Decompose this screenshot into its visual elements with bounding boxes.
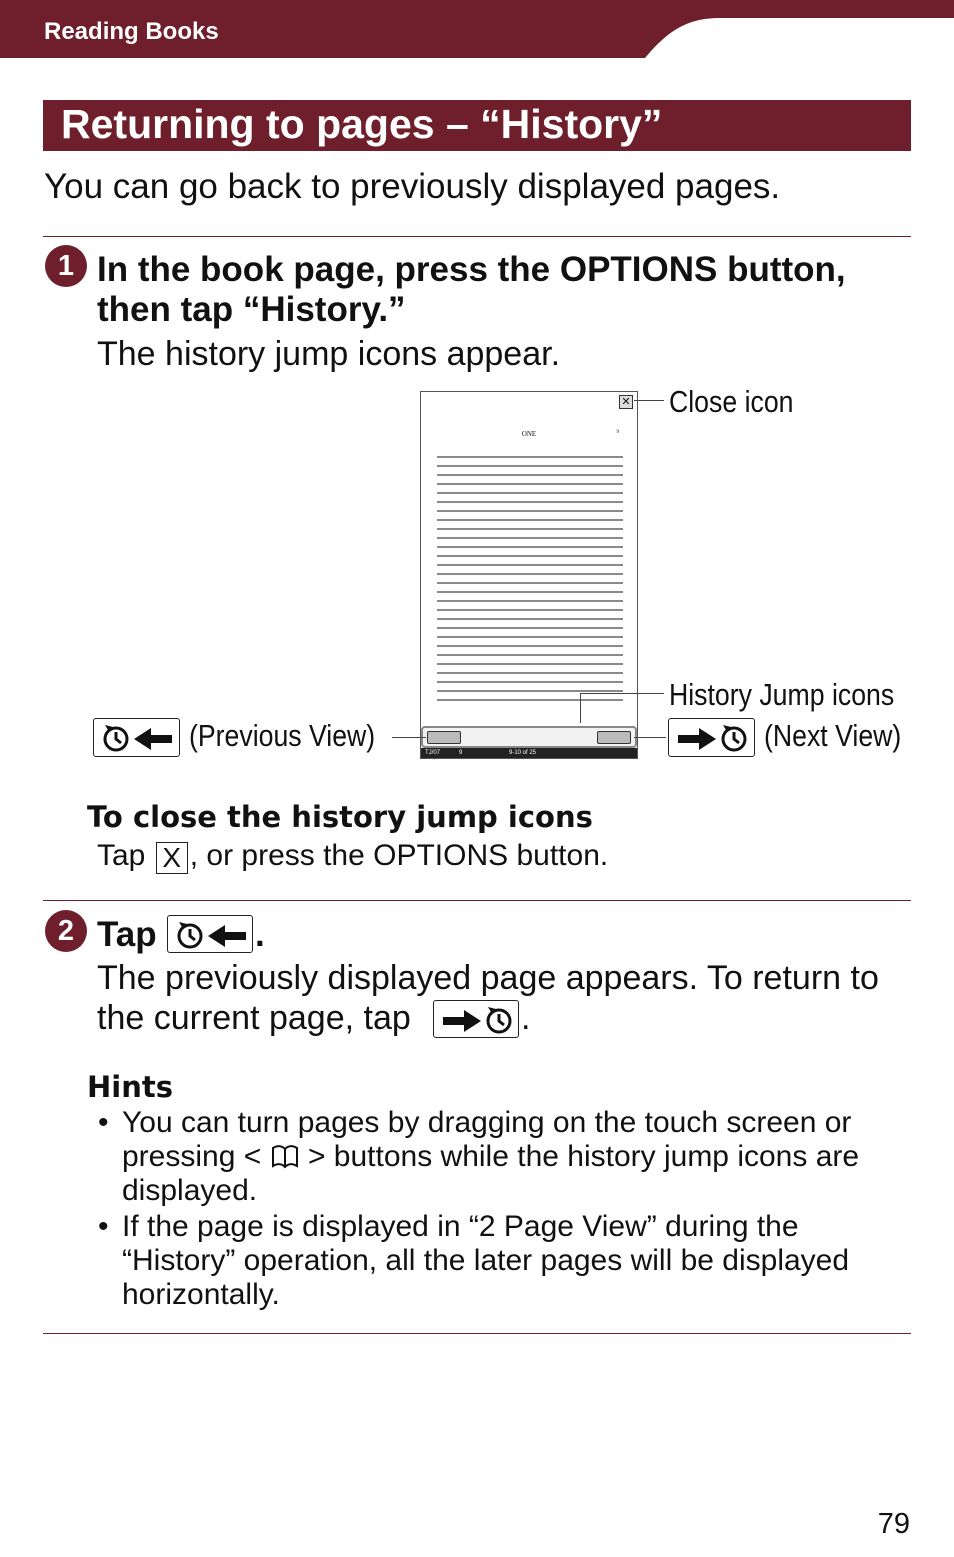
- step2-body-line1: The previously displayed page appears. To return to: [97, 959, 879, 997]
- callout-close-line: [634, 400, 664, 401]
- history-jump-bar: [421, 726, 637, 748]
- page-title-bar: [43, 100, 911, 151]
- close-section-heading: To close the history jump icons: [87, 800, 593, 834]
- bullet: •: [98, 1106, 109, 1139]
- close-section-text: [97, 836, 608, 876]
- step-number-1: 1: [45, 245, 87, 287]
- step1-body: The history jump icons appear.: [97, 335, 561, 373]
- divider: [43, 1333, 911, 1334]
- history-forward-icon[interactable]: [597, 731, 631, 744]
- status-mid: 9: [459, 750, 463, 756]
- hint2-line2: “History” operation, all the later pages will be displayed: [122, 1244, 850, 1277]
- hint1-line1: You can turn pages by dragging on the touch screen or: [122, 1106, 852, 1139]
- close-icon-label: Close icon: [669, 384, 794, 419]
- status-page: 9-10 of 25: [509, 750, 537, 756]
- callout-next-line: [634, 737, 666, 738]
- step2-heading-end: .: [255, 915, 265, 954]
- history-jump-label: History Jump icons: [669, 677, 895, 712]
- close-icon[interactable]: X: [156, 842, 188, 874]
- hint1-line2-end: > buttons while the history jump icons are: [307, 1140, 860, 1173]
- history-forward-icon[interactable]: [433, 1000, 519, 1038]
- page-text-lines: [437, 456, 623, 718]
- close-icon[interactable]: ✕: [619, 395, 633, 409]
- previous-view-label: (Previous View): [189, 718, 376, 753]
- next-view-label: (Next View): [764, 718, 902, 753]
- history-back-icon[interactable]: [427, 731, 461, 744]
- divider: [43, 236, 911, 237]
- hint1-line2-start: pressing <: [122, 1140, 262, 1173]
- hint2-line1: If the page is displayed in “2 Page View” during the: [122, 1210, 799, 1243]
- hint2-line3: horizontally.: [122, 1278, 280, 1311]
- history-back-icon[interactable]: [167, 915, 253, 953]
- divider: [43, 900, 911, 901]
- hints-heading: Hints: [87, 1070, 173, 1104]
- step2-body-line2-end: .: [521, 999, 531, 1037]
- page-header: [0, 0, 954, 58]
- callout-prev-line: [392, 737, 426, 738]
- step1-heading-line1: In the book page, press the OPTIONS button,: [97, 250, 846, 289]
- page-title: Returning to pages – “History”: [61, 101, 663, 147]
- history-forward-icon[interactable]: [668, 718, 755, 757]
- close-text-after: , or press the OPTIONS button.: [189, 839, 609, 872]
- step2-heading: Tap: [97, 915, 157, 954]
- hint1-line2: [98, 1140, 859, 1174]
- step1-heading-line2: then tap “History.”: [97, 290, 406, 329]
- hint-item-2: [98, 1210, 849, 1312]
- hint-item-1: [98, 1106, 859, 1208]
- section-title: Reading Books: [44, 18, 219, 45]
- page-marker: 9: [616, 430, 619, 435]
- reader-screen: [420, 391, 638, 759]
- step2-body-line2: the current page, tap: [97, 999, 411, 1037]
- status-bar: [421, 748, 637, 758]
- history-back-icon[interactable]: [93, 718, 180, 757]
- callout-history-vline: [580, 693, 581, 723]
- callout-history-line: [580, 693, 664, 694]
- book-icon: [270, 1142, 300, 1170]
- bullet: •: [98, 1210, 109, 1243]
- step-number-2: 2: [45, 910, 87, 952]
- chapter-heading: ONE: [521, 430, 537, 438]
- status-left: TJ/07: [425, 750, 441, 756]
- hint1-line3: displayed.: [122, 1174, 258, 1207]
- intro-text: You can go back to previously displayed pages.: [44, 167, 781, 206]
- close-text-before: Tap: [97, 839, 146, 872]
- page-number: 79: [877, 1508, 910, 1540]
